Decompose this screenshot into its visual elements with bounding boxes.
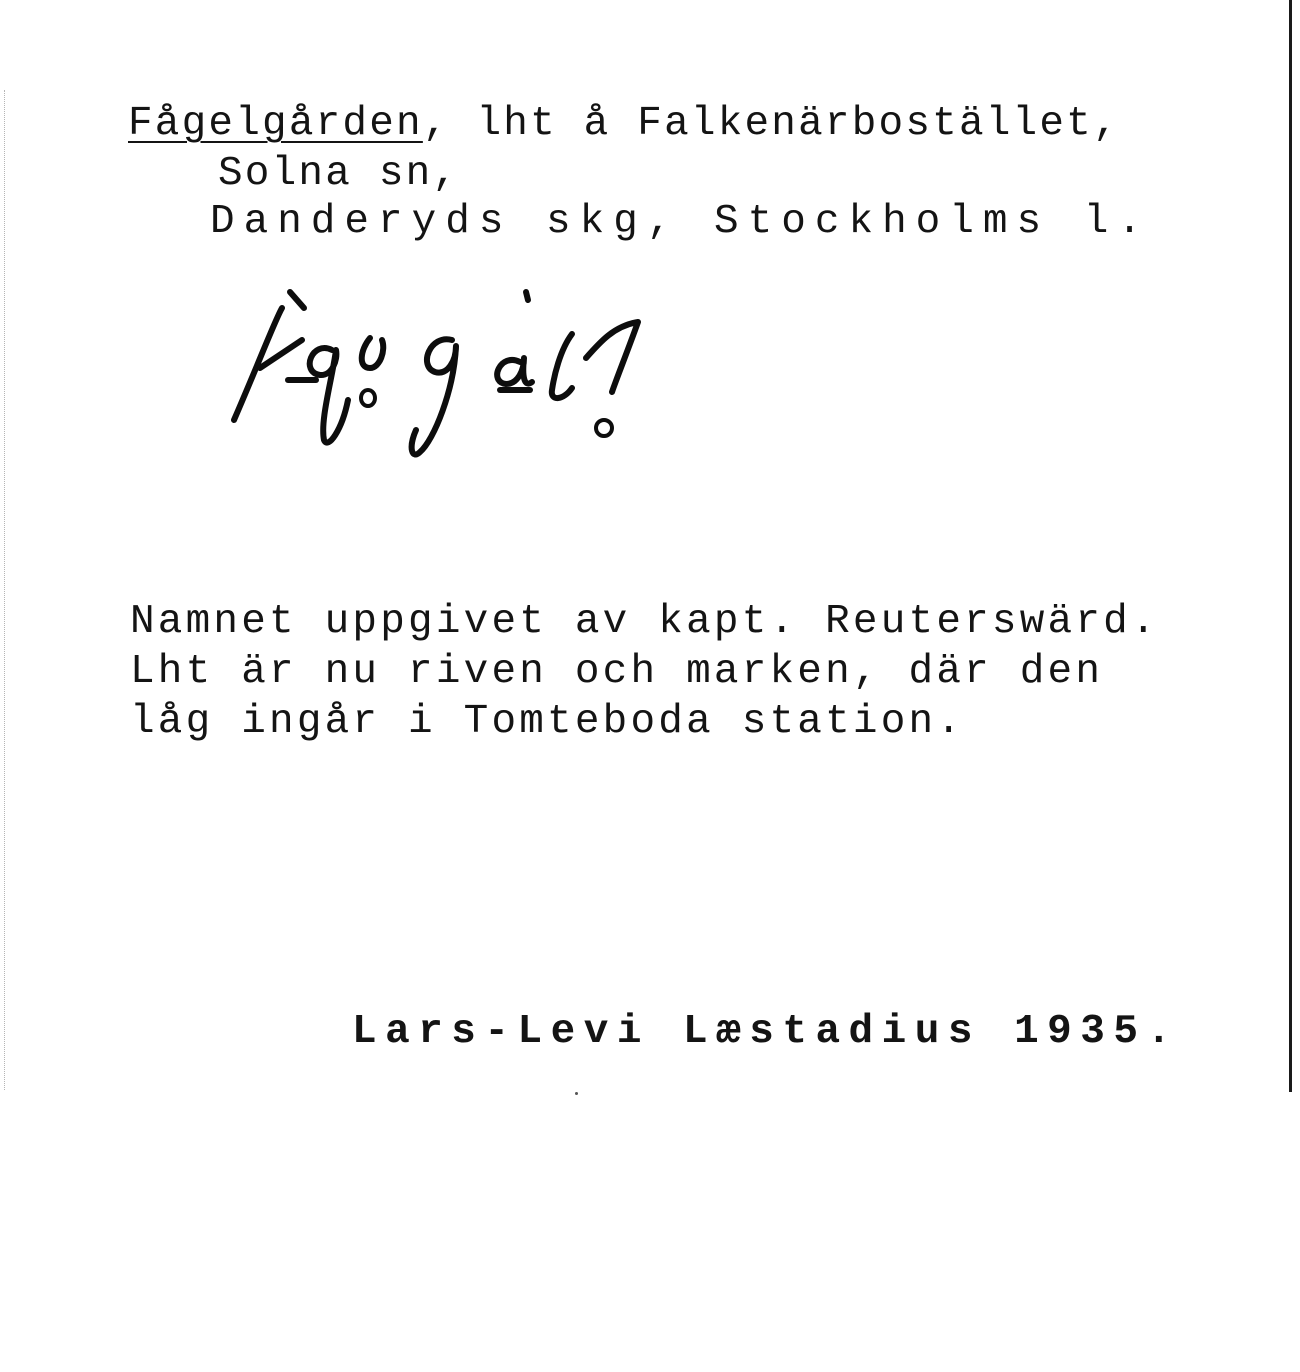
heading-line-1-rest: , lht å Falkenärbostället,	[422, 101, 1120, 147]
card-right-edge	[1289, 0, 1292, 1092]
signature-line: Lars-Levi Læstadius 1935.	[352, 1009, 1180, 1055]
card-left-edge	[4, 90, 5, 1090]
heading-line-1	[128, 100, 1120, 148]
note-line-3: låg ingår i Tomteboda station.	[130, 699, 965, 745]
heading-line-3: Danderyds skg, Stockholms l.	[210, 199, 1151, 245]
ink-speck	[575, 1092, 578, 1095]
heading-line-2: Solna sn,	[218, 151, 460, 197]
note-line-1: Namnet uppgivet av kapt. Reuterswärd.	[130, 599, 1159, 645]
note-line-2: Lht är nu riven och marken, där den	[130, 649, 1104, 695]
place-name: Fågelgården	[128, 101, 423, 147]
handwritten-pronunciation	[220, 280, 670, 470]
